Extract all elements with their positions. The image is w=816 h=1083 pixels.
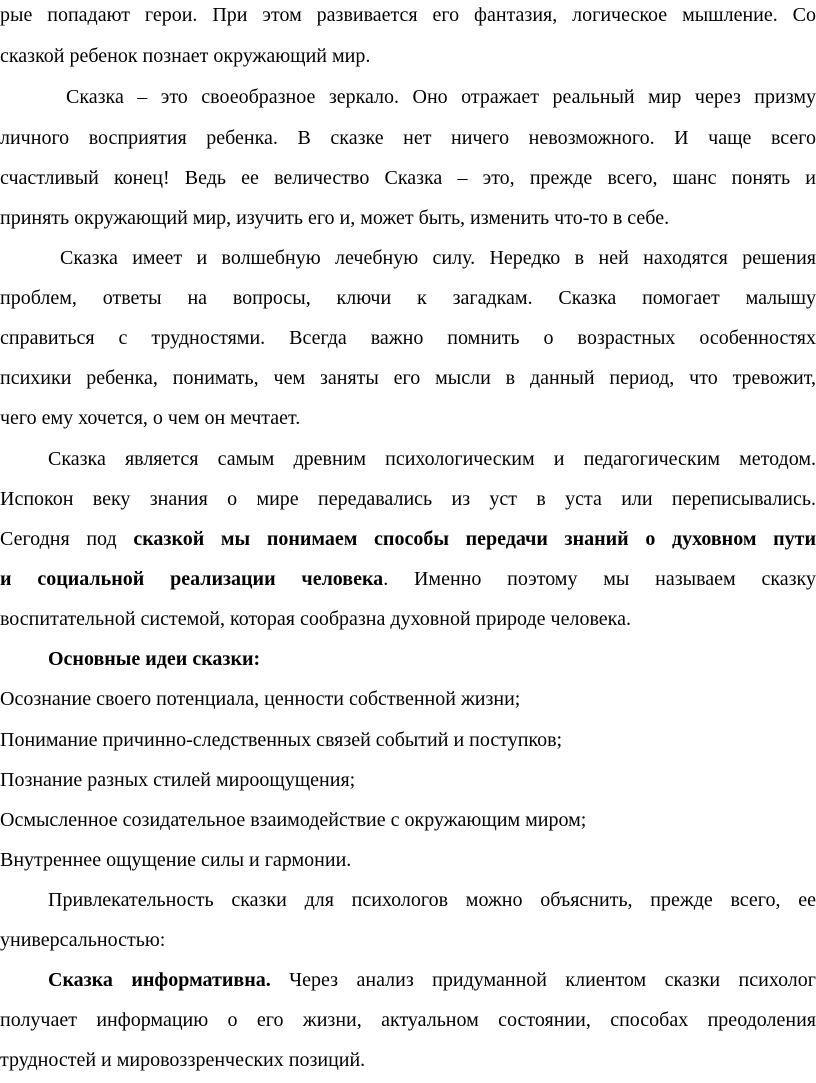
text-run: Сегодня под <box>0 528 134 550</box>
bold-text-run: сказкой мы понимаем способы передачи знаний о духовном пути <box>133 528 816 550</box>
text-line: счастливый конец! Ведь ее величество Сказка – это, прежде всего, шанс понять и <box>0 167 816 189</box>
list-item: Осознание своего потенциала, ценности собственной жизни; <box>0 688 521 710</box>
text-line: личного восприятия ребенка. В сказке нет ничего невозможного. И чаще всего <box>0 127 816 149</box>
text-line: сказкой ребенок познает окружающий мир. <box>0 45 371 67</box>
list-item: Осмысленное созидательное взаимодействие с окружающим миром; <box>0 809 587 831</box>
bold-text-run: Сказка информативна. <box>48 969 271 991</box>
text-line: чего ему хочется, о чем он мечтает. <box>0 407 301 429</box>
text-line: Сказка имеет и волшебную лечебную силу. Нередко в ней находятся решения <box>60 247 816 269</box>
text-line: Сказка – это своеобразное зеркало. Оно отражает реальный мир через призму <box>66 86 816 108</box>
list-item: Внутреннее ощущение силы и гармонии. <box>0 849 352 871</box>
text-line: проблем, ответы на вопросы, ключи к загадкам. Сказка помогает малышу <box>0 287 816 309</box>
list-item: Понимание причинно-следственных связей событий и поступков; <box>0 729 563 751</box>
bold-text-run: Основные идеи сказки: <box>48 648 261 670</box>
text-run: . Именно поэтому мы называем сказку <box>383 568 816 590</box>
bold-text-run: и социальной реализации человека <box>0 568 384 590</box>
list-item: Познание разных стилей мироощущения; <box>0 769 356 791</box>
text-line-mixed <box>0 566 816 592</box>
section-heading <box>0 646 816 672</box>
text-run: Через анализ придуманной клиентом сказки психолог <box>270 969 816 991</box>
text-line: справиться с трудностями. Всегда важно помнить о возрастных особенностях <box>0 327 816 349</box>
text-line: трудностей и мировоззренческих позиций. <box>0 1049 366 1071</box>
text-line: Привлекательность сказки для психологов можно объяснить, прежде всего, ее <box>48 889 816 911</box>
text-line-mixed <box>0 526 816 552</box>
text-line: принять окружающий мир, изучить его и, может быть, изменить что-то в себе. <box>0 207 670 229</box>
text-line-mixed <box>0 967 816 993</box>
text-line: Сказка является самым древним психологическим и педагогическим методом. <box>48 448 816 470</box>
text-line: получает информацию о его жизни, актуальном состоянии, способах преодоления <box>0 1009 816 1031</box>
text-line: воспитательной системой, которая сообразна духовной природе человека. <box>0 608 631 630</box>
text-line: Испокон веку знания о мире передавались из уст в уста или переписывались. <box>0 488 816 510</box>
text-line: универсальностью: <box>0 929 166 951</box>
text-line: рые попадают герои. При этом развивается его фантазия, логическое мышление. Со <box>0 4 816 26</box>
text-line: психики ребенка, понимать, чем заняты его мысли в данный период, что тревожит, <box>0 367 816 389</box>
